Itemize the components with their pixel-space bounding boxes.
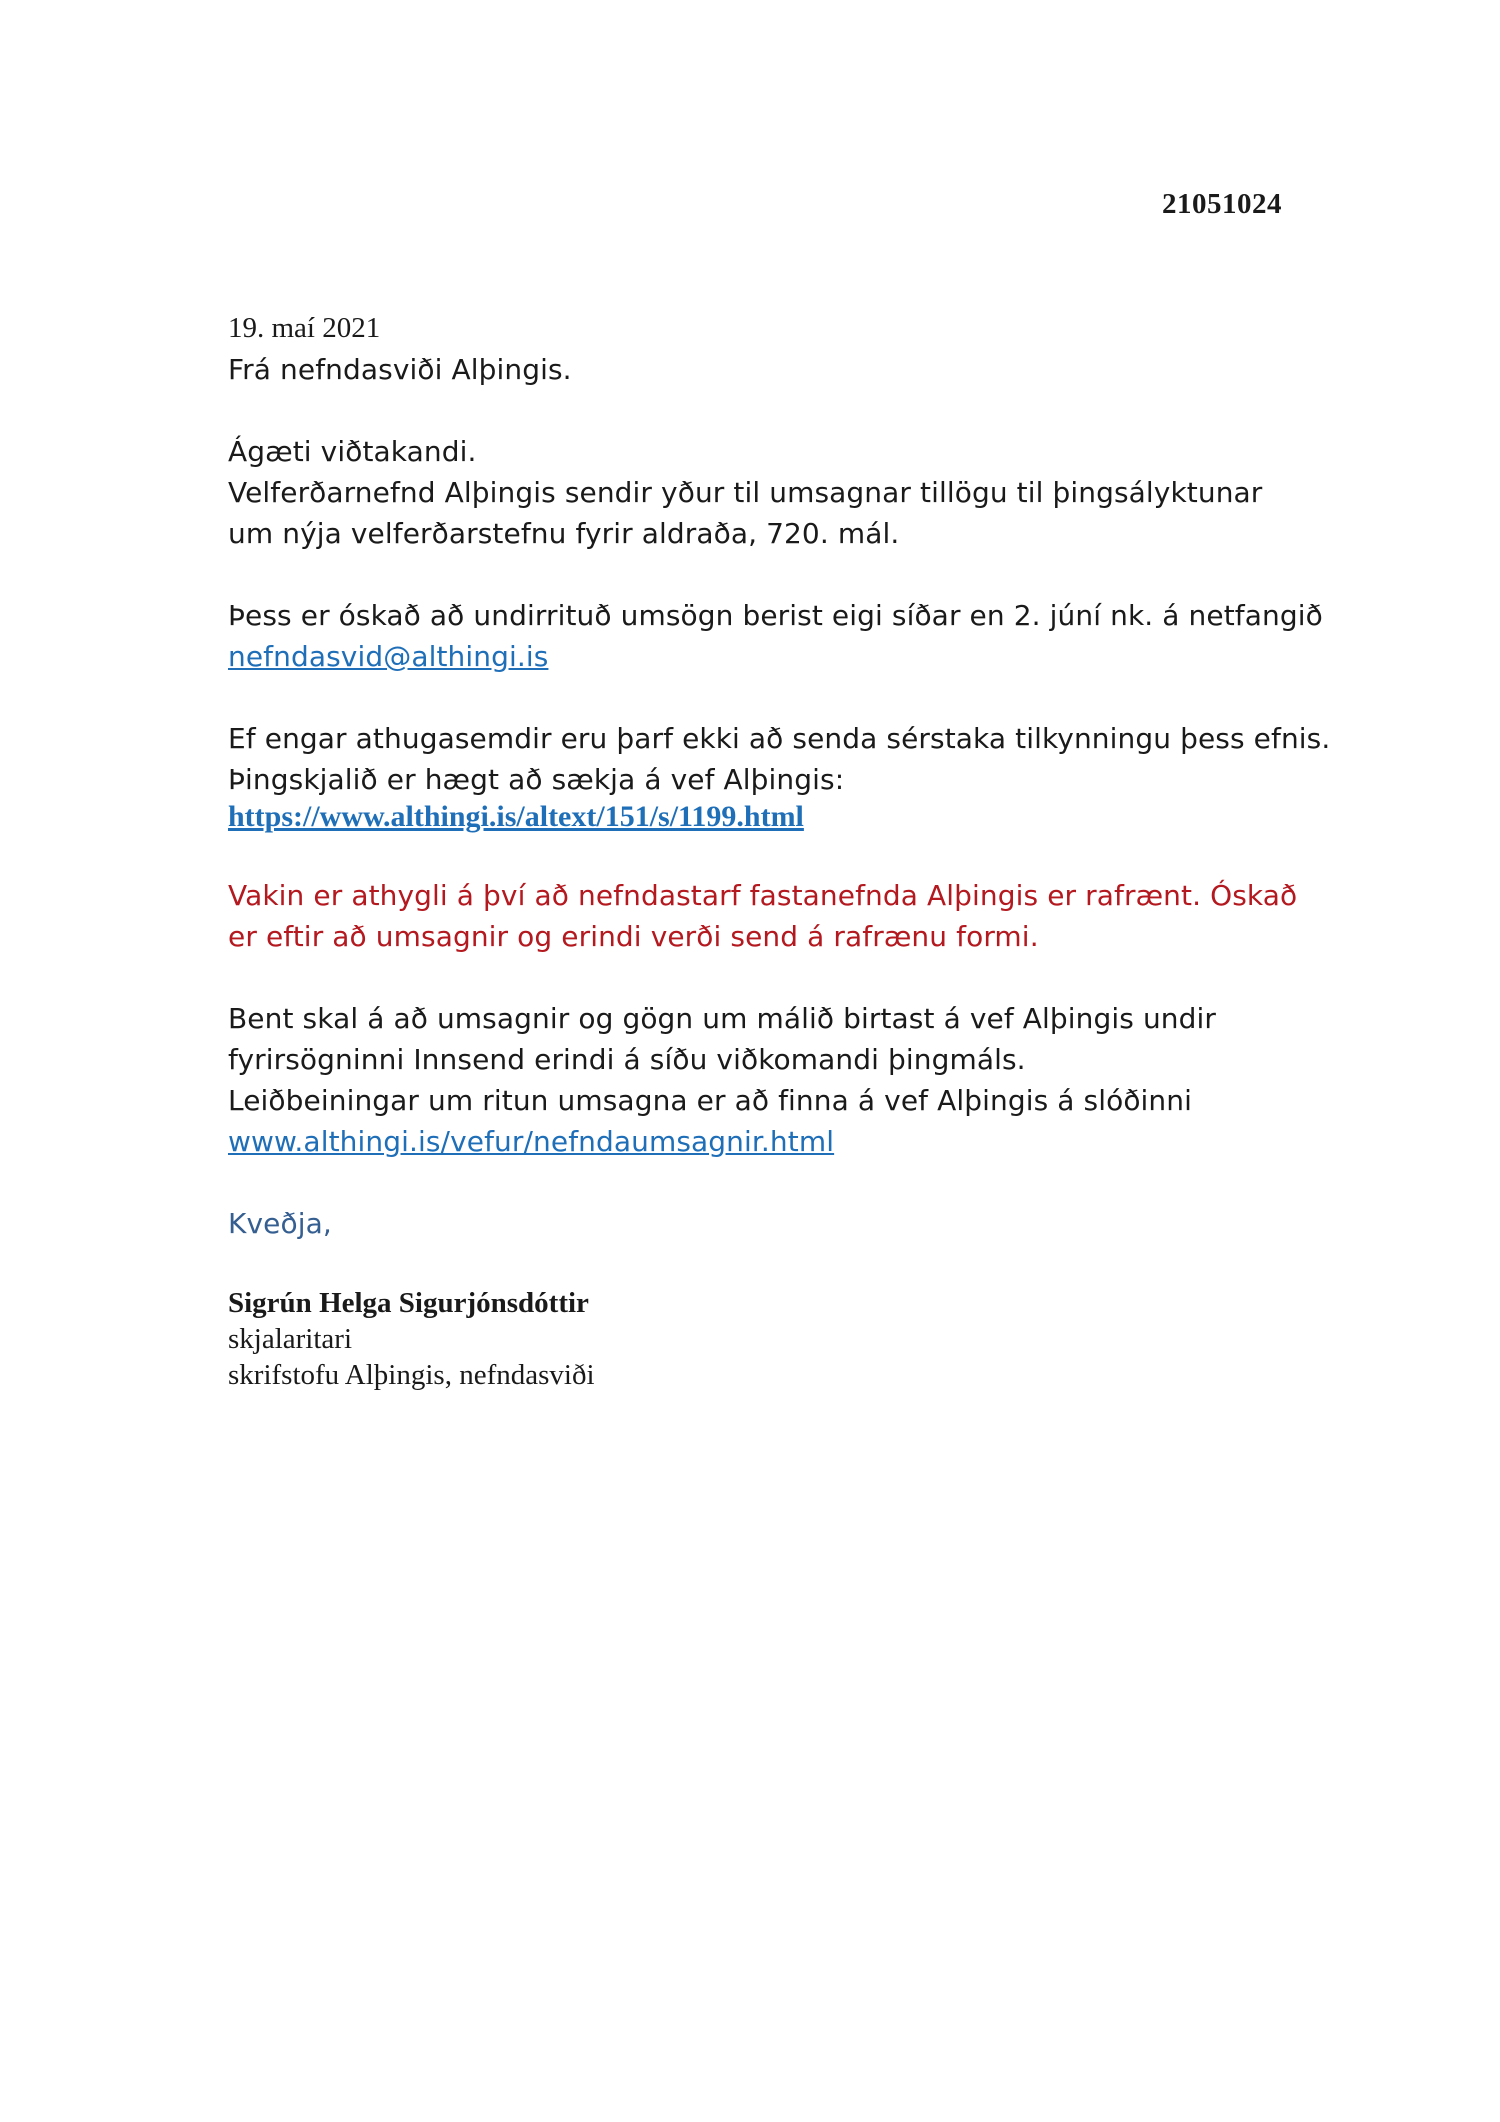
document-line: Þingskjalið er hægt að sækja á vef Alþingis: [228,763,845,796]
letter-date: 19. maí 2021 [228,312,381,344]
info-line-3: Leiðbeiningar um ritun umsagna er að finna á vef Alþingis á slóðinni [228,1084,1193,1117]
greeting: Ágæti viðtakandi. [228,435,477,468]
info-line-1: Bent skal á að umsagnir og gögn um málið birtast á vef Alþingis undir [228,1002,1217,1035]
info-line-2: fyrirsögninni Innsend erindi á síðu viðkomandi þingmáls. [228,1043,1026,1076]
notice-line-1: Vakin er athygli á því að nefndastarf fastanefnda Alþingis er rafrænt. Óskað [228,879,1298,912]
signature-office: skrifstofu Alþingis, nefndasviði [228,1359,595,1391]
document-paragraph [228,718,1331,834]
email-link[interactable]: nefndasvid@althingi.is [228,640,549,673]
electronic-notice-paragraph [228,875,1308,957]
letter-body [228,308,1331,1393]
deadline-paragraph [228,595,1323,677]
guide-url-link[interactable]: www.althingi.is/vefur/nefndaumsagnir.html [228,1125,835,1158]
letter-sender: Frá nefndasviði Alþingis. [228,353,572,386]
closing: Kveðja, [228,1207,332,1240]
info-paragraph [228,998,1308,1162]
signature-name: Sigrún Helga Sigurjónsdóttir [228,1287,589,1319]
deadline-line: Þess er óskað að undirrituð umsögn berist eigi síðar en 2. júní nk. á netfangið [228,599,1323,632]
document-url-link[interactable]: https://www.althingi.is/altext/151/s/1199.html [228,800,804,833]
document-number: 21051024 [1162,188,1282,220]
signature-block [228,1285,1308,1393]
closing-paragraph [228,1203,1308,1244]
no-remarks-line: Ef engar athugasemdir eru þarf ekki að senda sérstaka tilkynningu þess efnis. [228,722,1331,755]
intro-line-1: Velferðarnefnd Alþingis sendir yður til umsagnar tillögu til þingsályktunar [228,476,1263,509]
intro-line-2: um nýja velferðarstefnu fyrir aldraða, 720. mál. [228,517,900,550]
signature-title: skjalaritari [228,1323,353,1355]
header-block [228,308,1308,390]
intro-paragraph [228,431,1308,554]
notice-line-2: er eftir að umsagnir og erindi verði send á rafrænu formi. [228,920,1039,953]
